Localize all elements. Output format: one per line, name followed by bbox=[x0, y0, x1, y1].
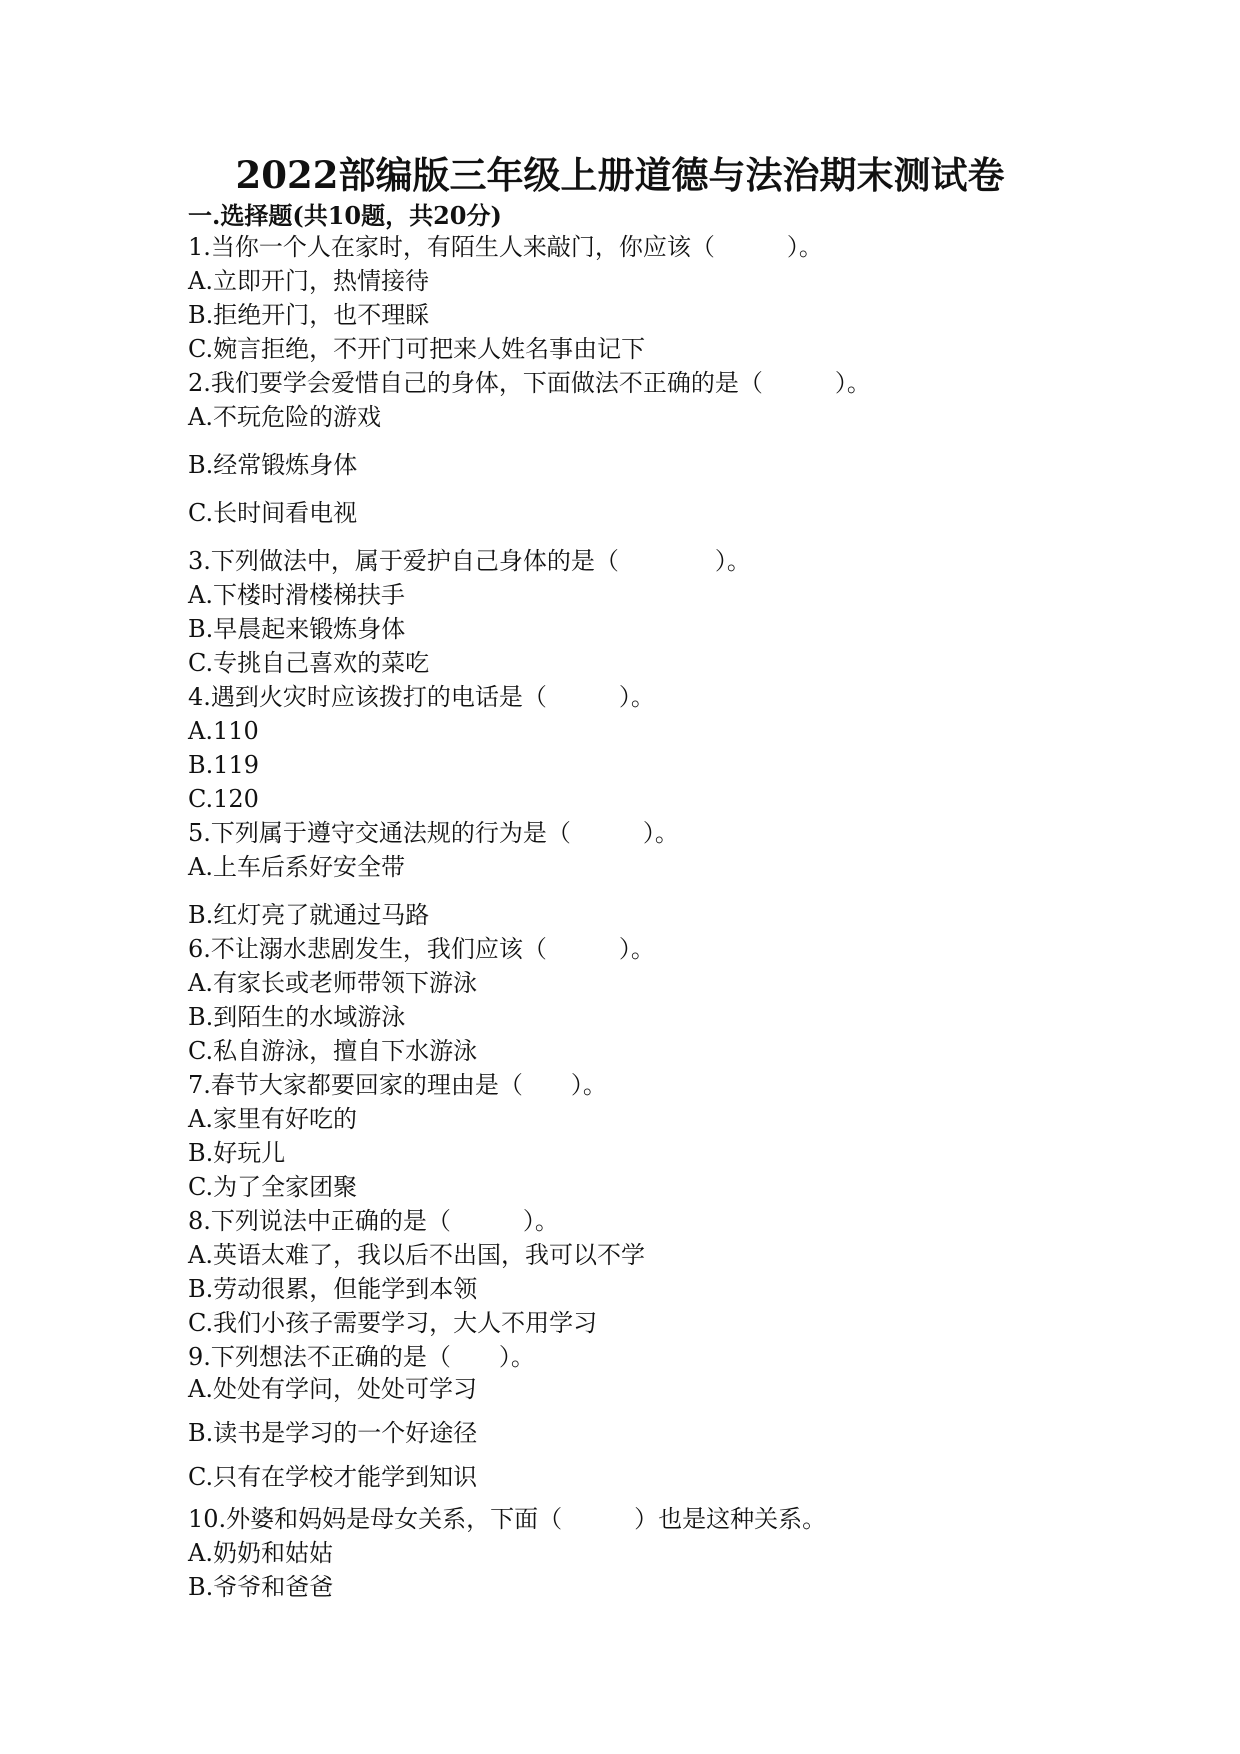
question-8: 8.下列说法中正确的是（ ）。 bbox=[188, 1207, 559, 1235]
q9-option-b: B.读书是学习的一个好途径 bbox=[188, 1419, 478, 1447]
q6-option-b: B.到陌生的水域游泳 bbox=[188, 1003, 406, 1031]
q3-option-a: A.下楼时滑楼梯扶手 bbox=[188, 581, 405, 609]
q4-option-c: C.120 bbox=[188, 785, 259, 813]
question-3: 3.下列做法中，属于爱护自己身体的是（ ）。 bbox=[188, 547, 751, 575]
q3-option-b: B.早晨起来锻炼身体 bbox=[188, 615, 406, 643]
question-9: 9.下列想法不正确的是（ ）。 bbox=[188, 1343, 535, 1371]
q10-option-a: A.奶奶和姑姑 bbox=[188, 1539, 333, 1567]
q1-option-b: B.拒绝开门，也不理睬 bbox=[188, 301, 430, 329]
q2-option-a: A.不玩危险的游戏 bbox=[188, 403, 381, 431]
q7-option-a: A.家里有好吃的 bbox=[188, 1105, 357, 1133]
q10-option-b: B.爷爷和爸爸 bbox=[188, 1573, 334, 1601]
q2-option-c: C.长时间看电视 bbox=[188, 499, 358, 527]
question-10: 10.外婆和妈妈是母女关系，下面（ ）也是这种关系。 bbox=[188, 1505, 827, 1533]
q8-option-b: B.劳动很累，但能学到本领 bbox=[188, 1275, 478, 1303]
page-title: 2022部编版三年级上册道德与法治期末测试卷 bbox=[235, 153, 1005, 197]
q3-option-c: C.专挑自己喜欢的菜吃 bbox=[188, 649, 430, 677]
q2-option-b: B.经常锻炼身体 bbox=[188, 451, 358, 479]
q8-option-a: A.英语太难了，我以后不出国，我可以不学 bbox=[188, 1241, 645, 1269]
q5-option-b: B.红灯亮了就通过马路 bbox=[188, 901, 430, 929]
q4-option-b: B.119 bbox=[188, 751, 260, 779]
q5-option-a: A.上车后系好安全带 bbox=[188, 853, 405, 881]
q1-option-c: C.婉言拒绝，不开门可把来人姓名事由记下 bbox=[188, 335, 646, 363]
question-6: 6.不让溺水悲剧发生，我们应该（ ）。 bbox=[188, 935, 655, 963]
section-heading: 一.选择题(共10题，共20分) bbox=[188, 201, 502, 230]
q7-option-b: B.好玩儿 bbox=[188, 1139, 286, 1167]
question-7: 7.春节大家都要回家的理由是（ ）。 bbox=[188, 1071, 607, 1099]
question-4: 4.遇到火灾时应该拨打的电话是（ ）。 bbox=[188, 683, 655, 711]
q7-option-c: C.为了全家团聚 bbox=[188, 1173, 358, 1201]
q8-option-c: C.我们小孩子需要学习，大人不用学习 bbox=[188, 1309, 598, 1337]
q9-option-a: A.处处有学问，处处可学习 bbox=[188, 1375, 477, 1403]
question-1: 1.当你一个人在家时，有陌生人来敲门，你应该（ ）。 bbox=[188, 233, 823, 261]
q1-option-a: A.立即开门，热情接待 bbox=[188, 267, 429, 295]
question-2: 2.我们要学会爱惜自己的身体，下面做法不正确的是（ ）。 bbox=[188, 369, 871, 397]
q6-option-c: C.私自游泳，擅自下水游泳 bbox=[188, 1037, 478, 1065]
q9-option-c: C.只有在学校才能学到知识 bbox=[188, 1463, 478, 1491]
question-5: 5.下列属于遵守交通法规的行为是（ ）。 bbox=[188, 819, 679, 847]
q6-option-a: A.有家长或老师带领下游泳 bbox=[188, 969, 477, 997]
q4-option-a: A.110 bbox=[188, 717, 259, 745]
